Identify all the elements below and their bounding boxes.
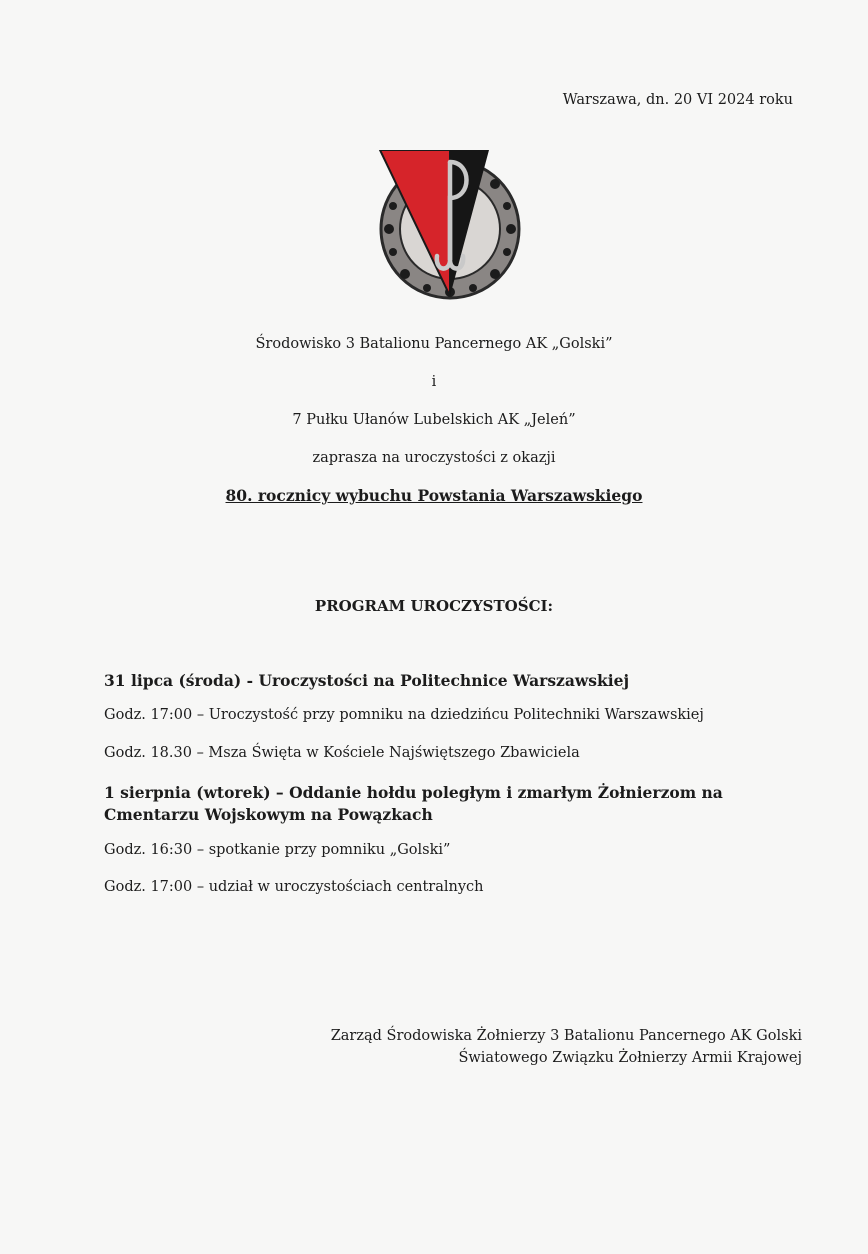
- organization-line-2: 7 Pułku Ułanów Lubelskich AK „Jeleń”: [292, 412, 576, 428]
- program-item: Godz. 18.30 – Msza Święta w Kościele Najświętszego Zbawiciela: [104, 745, 580, 761]
- program-item: Godz. 16:30 – spotkanie przy pomniku „Golski”: [104, 842, 451, 858]
- program-item: Godz. 17:00 – Uroczystość przy pomniku na dziedzińcu Politechniki Warszawskiej: [104, 707, 704, 723]
- occasion-title: 80. rocznicy wybuchu Powstania Warszawskiego: [225, 486, 643, 505]
- emblem-icon: [377, 150, 523, 300]
- conjunction: i: [431, 374, 437, 390]
- program-title: PROGRAM UROCZYSTOŚCI:: [314, 597, 554, 615]
- program-item: Godz. 17:00 – udział w uroczystościach centralnych: [104, 879, 484, 895]
- section-heading-day-2: 1 sierpnia (wtorek) – Oddanie hołdu poległym i zmarłym Żołnierzom na Cmentarzu Wojskowym na Powązkach: [104, 783, 723, 824]
- signature-line-2: Światowego Związku Żołnierzy Armii Krajowej: [458, 1050, 802, 1066]
- invitation-line: zaprasza na uroczystości z okazji: [312, 450, 556, 466]
- section-heading-day-1: 31 lipca (środa) - Uroczystości na Politechnice Warszawskiej: [104, 671, 630, 690]
- signature-line-1: Zarząd Środowiska Żołnierzy 3 Batalionu Pancernego AK Golski: [330, 1028, 802, 1044]
- organization-line-1: Środowisko 3 Batalionu Pancernego AK „Golski”: [255, 336, 613, 352]
- date-line: Warszawa, dn. 20 VI 2024 roku: [562, 92, 793, 108]
